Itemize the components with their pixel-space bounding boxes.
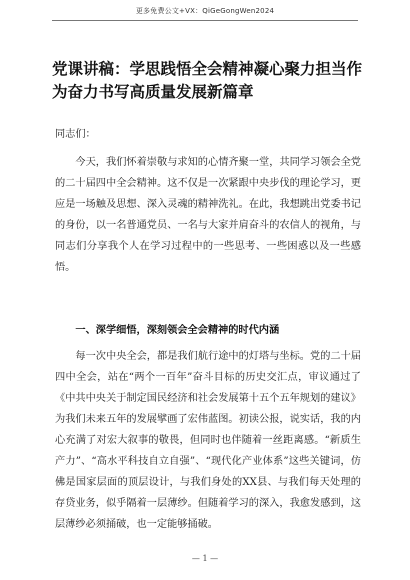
page-number: — 1 — bbox=[191, 554, 219, 563]
salutation: 同志们： bbox=[55, 129, 96, 140]
section-heading-1: 一、深学细悟，深刻领会全会精神的时代内涵 bbox=[75, 325, 280, 336]
document-title: 党课讲稿：学思践悟全会精神凝心聚力担当作为奋力书写高质量发展新篇章 bbox=[52, 60, 363, 101]
page-header: 更多免费公文+VX：QiGeGongWen2024 bbox=[135, 7, 275, 15]
section-1-paragraph: 每一次中央全会，都是我们航行途中的灯塔与坐标。党的二十届四中全会，站在“两个一百年”奋斗目标的历史交汇点，审议通过了《中共中央关于制定国民经济和社会发展第十五个五年规划的建议》为我们未来五年的发展擘画了宏伟蓝图。初读公报，说实话，我的内心充满了对宏大叙事的敬畏，但同时也伴随着一丝距离感。“新质生产力”、“高水平科技自立自强”、“现代化产业体系”这些关键词，仿佛是国家层面的顶层设计，与我们身处的XX县、与我们每天处理的存贷业务，似乎隔着一层薄纱。但随着学习的深入，我愈发感到，这层薄纱必须捅破，也一定能够捅破。 bbox=[55, 351, 361, 530]
header-divider bbox=[52, 20, 358, 21]
intro-paragraph-1: 今天，我们怀着崇敬与求知的心情齐聚一堂，共同学习领会全党的二十届四中全会精神。这不仅是一次紧跟中央步伐的理论学习，更应是一场触及思想、深入灵魂的精神洗礼。在此，我想跳出党委书记的身份，以一名普通党员、一名与大家并肩奋斗的农信人的视角，与同志们分享我个人在学习过程中的一些思考、一些困惑以及一些感悟。 bbox=[55, 157, 361, 273]
